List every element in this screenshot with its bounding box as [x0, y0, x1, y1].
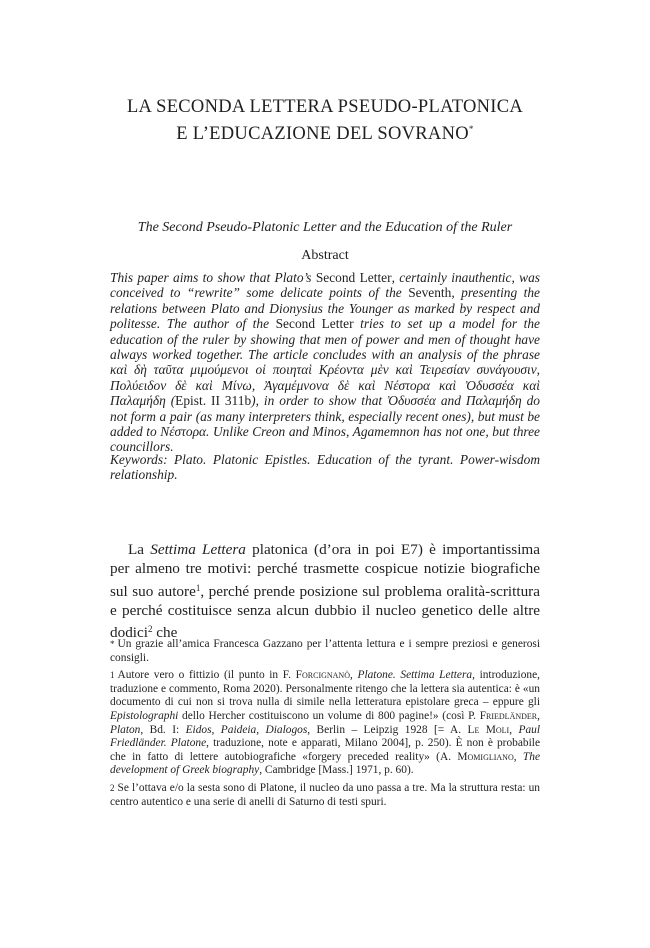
footnote-star-text: Un grazie all’amica Francesca Gazzano per l’attenta lettura e i sempre preziosi e generosi consigli.: [110, 638, 540, 664]
footnote-2: [110, 782, 540, 809]
title-footnote-mark: *: [468, 124, 474, 134]
fn1-segment: , traduzione, note e apparati, Milano 2004], p. 250). È non è probabile che in fatto di lettere autobiografiche «forgery preceded reality» (A.: [110, 737, 540, 763]
fn1-work-title: Eidos, Paideia, Dialogos: [185, 723, 308, 736]
abstract-segment: ), in order to show that Ὀδυσσέα and Παλαμήδη do not form a pair (as many interpreters think, especially recent ones), but must be added to Νέστορα. Unlike Creon and Minos, Agamemnon has not one, but three councillors.: [110, 393, 540, 455]
fn1-segment: ,: [350, 669, 358, 682]
abstract-segment-upright: Epist. II 311b: [175, 393, 252, 409]
abstract-heading: Abstract: [301, 248, 349, 263]
keywords: Keywords: Plato. Platonic Epistles. Education of the tyrant. Power-wisdom relationship.: [110, 452, 540, 483]
abstract-segment-upright: Seventh: [408, 285, 452, 301]
fn1-segment: , Bd. I:: [140, 723, 186, 736]
article-title-line-2: [0, 118, 650, 145]
footnote-2-number: 2: [110, 782, 115, 793]
fn1-author: Forcignanò: [295, 669, 350, 682]
title-line-1-text: LA SECONDA LETTERA PSEUDO-PLATONICA: [126, 97, 524, 117]
abstract-segment-upright: Second Letter: [275, 316, 354, 332]
footnote-1-number: 1: [110, 670, 115, 681]
title-line-2-text: E L’EDUCAZIONE DEL SOVRANO: [176, 124, 469, 144]
fn1-segment: , introduzione, traduzione e commento, Roma 2020). Personalmente ritengo che la lettera sia autentica: è «un documento di cui non si trova nulla di simile nella letteratura epistolare greca – eppure gli: [110, 669, 540, 709]
fn1-segment: ,: [509, 723, 519, 736]
footnote-star-mark: *: [110, 639, 115, 649]
fn1-segment: , Berlin – Leipzig 1928 [= A.: [307, 723, 468, 736]
fn1-segment: ,: [513, 750, 523, 763]
fn1-segment: ,: [537, 709, 540, 722]
english-title: The Second Pseudo-Platonic Letter and the Education of the Ruler: [137, 220, 513, 235]
body-segment: La: [128, 541, 151, 558]
footnote-star: [110, 638, 540, 665]
fn1-work-title: Platon: [110, 723, 141, 736]
fn1-work-title: Epistolographi: [110, 709, 179, 722]
body-segment: , perché prende posizione sul problema oralità-scrittura e perché costituisce senza alcun dubbio il nucleo genetico delle altre dodici: [110, 582, 540, 642]
fn1-work-title: Platone. Settima Lettera: [357, 669, 473, 682]
fn1-segment: , Cambridge [Mass.] 1971, p. 60).: [259, 764, 414, 777]
fn1-work-title: The development of Greek biography: [110, 750, 541, 777]
footnote-ref-1[interactable]: 1: [195, 582, 201, 593]
fn1-author: Friedländer: [479, 709, 538, 722]
abstract-segment: This paper aims to show that Plato’s: [110, 270, 316, 285]
footnote-ref-2[interactable]: 2: [147, 624, 153, 635]
fn1-segment: dello Hercher costituiscono un volume di 800 pagine!» (così P.: [178, 709, 480, 722]
abstract-segment: , presenting the relations between Plato and Dionysius the Younger as marked by respect and politesse. The author of the: [110, 285, 541, 332]
footnote-1: [110, 669, 540, 778]
fn1-segment: Autore vero o fittizio (il punto in F.: [117, 669, 296, 682]
fn1-author: Le Moli: [467, 723, 510, 736]
abstract-text: [110, 270, 540, 455]
abstract-segment: tries to set up a model for the education of the ruler by showing that men of power and men of thought have always worked together. The article concludes with an analysis of the phrase καὶ δὴ ταῦτα μιμούμενοι οἱ ποιηταὶ Κρέοντα μὲν καὶ Τειρεσίαν συνάγουσιν, Πολύειδον δὲ καὶ Μίνω, Ἀγαμέμνονα δὲ καὶ Νέστορα καὶ Ὀδυσσέα καὶ Παλαμήδη (: [110, 316, 540, 409]
body-segment: che: [152, 624, 178, 642]
abstract-segment-upright: Second Letter: [315, 270, 392, 285]
body-segment-italic: Settima Lettera: [150, 541, 246, 558]
body-paragraph: [110, 540, 540, 642]
fn1-work-title: Paul Friedländer. Platone: [110, 723, 541, 750]
article-title-line-1: [0, 96, 650, 118]
footnotes-block: [110, 638, 540, 813]
footnote-2-text: Se l’ottava e/o la sesta sono di Platone, il nucleo da uno passa a tre. Ma la struttura resta: un centro autentico e una serie di anelli di Saturno di testi spuri.: [110, 781, 540, 808]
abstract-segment: , certainly inauthentic, was conceived to “rewrite” some delicate points of the: [110, 270, 541, 301]
body-segment: platonica (d’ora in poi E7) è importantissima per almeno tre motivi: perché trasmette cospicue notizie biografiche sul suo autore: [110, 541, 540, 600]
fn1-author: Momigliano: [457, 750, 514, 763]
